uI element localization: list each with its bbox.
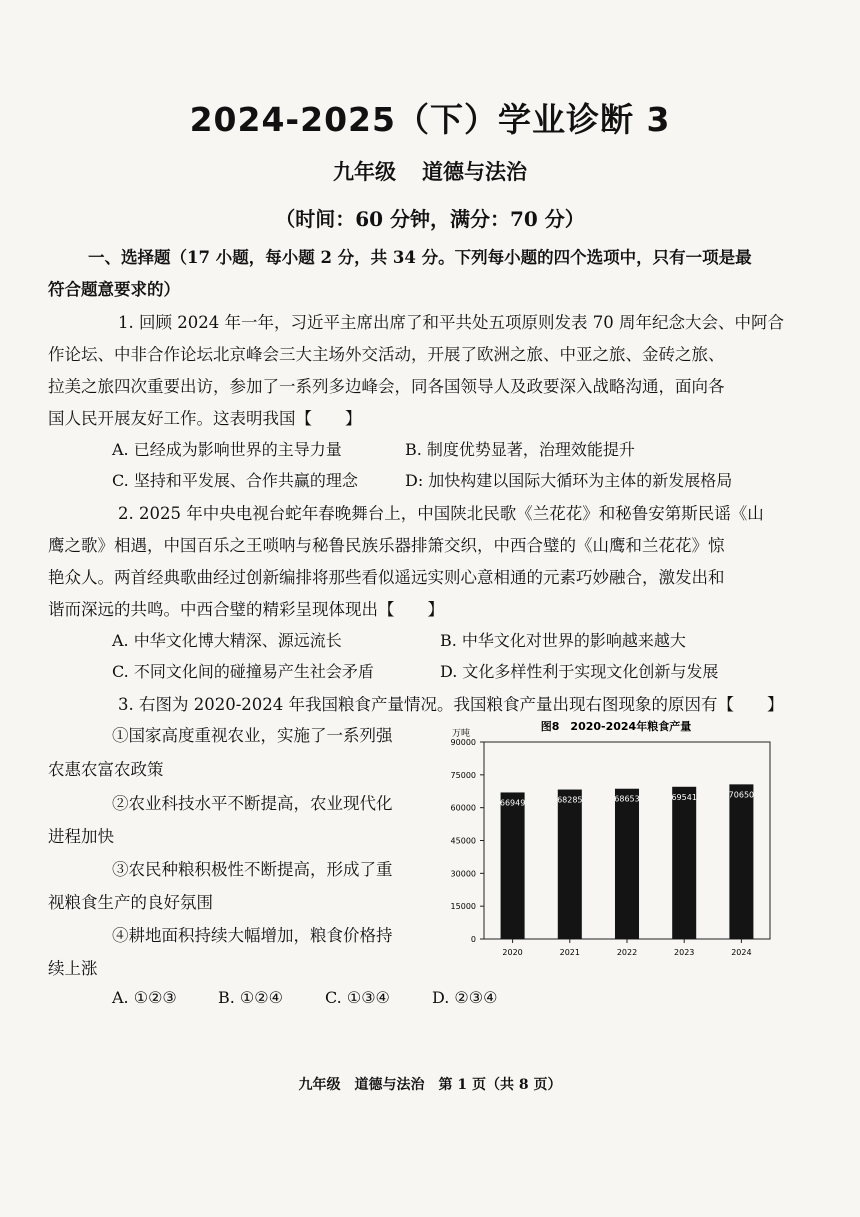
y-tick-label: 90000 (450, 738, 476, 747)
q1-option-c[interactable]: C. 坚持和平发展、合作共赢的理念 (112, 471, 358, 490)
q1-line-2: 作论坛、中非合作论坛北京峰会三大主场外交活动，开展了欧洲之旅、中亚之旅、金砖之旅、 (48, 345, 725, 364)
q1-line-3: 拉美之旅四次重要出访，参加了一系列多边峰会，同各国领导人及政要深入战略沟通，面向各 (48, 377, 725, 396)
q3-choice-3-line1: ③农民种粮积极性不断提高，形成了重 (112, 860, 393, 879)
y-tick-label: 60000 (450, 803, 476, 813)
q3-choice-1-line2: 农惠农富农政策 (48, 760, 164, 779)
q1-option-b[interactable]: B. 制度优势显著，治理效能提升 (405, 440, 635, 459)
q2-option-d[interactable]: D. 文化多样性利于实现文化创新与发展 (440, 662, 719, 681)
x-tick-label: 2021 (559, 948, 580, 957)
x-tick-label: 2023 (674, 948, 695, 957)
bar-value-label: 70650 (728, 790, 755, 800)
time-info: （时间：60 分钟，满分：70 分） (275, 207, 585, 231)
q3-choice-2-line1: ②农业科技水平不断提高，农业现代化 (112, 794, 393, 813)
bar-2020 (501, 792, 525, 939)
q1-option-a[interactable]: A. 已经成为影响世界的主导力量 (112, 440, 342, 459)
q1-option-d[interactable]: D: 加快构建以国际大循环为主体的新发展格局 (405, 471, 733, 490)
q2-line-4: 谐而深远的共鸣。中西合璧的精彩呈现体现出【 】 (48, 600, 444, 619)
bar-value-label: 69541 (671, 792, 697, 802)
grade-label: 九年级 (333, 159, 396, 184)
footer-subject: 道德与法治 (354, 1077, 425, 1093)
x-tick-label: 2024 (731, 948, 752, 957)
q3-choice-3-line2: 视粮食生产的良好氛围 (48, 893, 213, 912)
q2-option-a[interactable]: A. 中华文化博大精深、源远流长 (112, 631, 342, 650)
q3-choice-2-line2: 进程加快 (48, 827, 114, 846)
subject-label: 道德与法治 (422, 159, 527, 184)
x-tick-label: 2022 (616, 948, 638, 957)
exam-subtitle (0, 156, 860, 186)
footer-page-info: 第 1 页（共 8 页） (438, 1077, 562, 1093)
q3-line-1: 3. 右图为 2020-2024 年我国粮食产量情况。我国粮食产量出现右图现象的原因有【 】 (118, 695, 784, 714)
q2-option-c[interactable]: C. 不同文化间的碰撞易产生社会矛盾 (112, 662, 374, 681)
bar-2023 (672, 787, 696, 939)
q3-choice-1-line1: ①国家高度重视农业，实施了一系列强 (112, 726, 393, 745)
y-tick-label: 15000 (450, 902, 476, 912)
chart-title: 图8 2020-2024年粮食产量 (540, 720, 692, 733)
q2-line-1: 2. 2025 年中央电视台蛇年春晚舞台上，中国陕北民歌《兰花花》和秘鲁安第斯民谣《山 (118, 504, 764, 523)
chart-y-unit: 万吨 (452, 729, 471, 739)
q3-option-d[interactable]: D. ②③④ (432, 988, 498, 1007)
q3-option-c[interactable]: C. ①③④ (325, 988, 390, 1007)
bar-value-label: 68285 (557, 795, 583, 805)
q3-choice-4-line2: 续上涨 (48, 959, 98, 978)
y-tick-label: 0 (470, 935, 476, 944)
q1-line-4: 国人民开展友好工作。这表明我国【 】 (48, 409, 362, 428)
q2-option-b[interactable]: B. 中华文化对世界的影响越来越大 (440, 631, 686, 650)
grain-output-chart (434, 712, 784, 974)
bar-2022 (615, 789, 639, 939)
section-heading-line2: 符合题意要求的） (48, 280, 180, 299)
y-tick-label: 75000 (450, 770, 476, 780)
y-tick-label: 45000 (450, 836, 476, 846)
x-tick-label: 2020 (502, 948, 523, 957)
q2-line-3: 艳众人。两首经典歌曲经过创新编排将那些看似遥远实则心意相通的元素巧妙融合，激发出和 (48, 568, 725, 587)
exam-title: 2024-2025（下）学业诊断 3 (189, 100, 671, 139)
q1-line-1: 1. 回顾 2024 年一年，习近平主席出席了和平共处五项原则发表 70 周年纪念大会、中阿合 (118, 313, 784, 332)
bar-2024 (729, 784, 753, 939)
bar-value-label: 66949 (499, 798, 526, 808)
bar-value-label: 68653 (614, 794, 640, 804)
page-footer (0, 1074, 860, 1094)
y-tick-label: 30000 (450, 869, 476, 879)
q2-line-2: 鹰之歌》相遇，中国百乐之王唢呐与秘鲁民族乐器排箫交织，中西合璧的《山鹰和兰花花》惊 (48, 536, 725, 555)
section-heading-line1: 一、选择题（17 小题，每小题 2 分，共 34 分。下列每小题的四个选项中，只有一项是最 (88, 248, 752, 267)
q3-option-b[interactable]: B. ①②④ (218, 988, 283, 1007)
bar-2021 (558, 790, 582, 939)
q3-choice-4-line1: ④耕地面积持续大幅增加，粮食价格持 (112, 926, 393, 945)
q3-option-a[interactable]: A. ①②③ (112, 988, 177, 1007)
footer-grade: 九年级 (298, 1077, 341, 1093)
